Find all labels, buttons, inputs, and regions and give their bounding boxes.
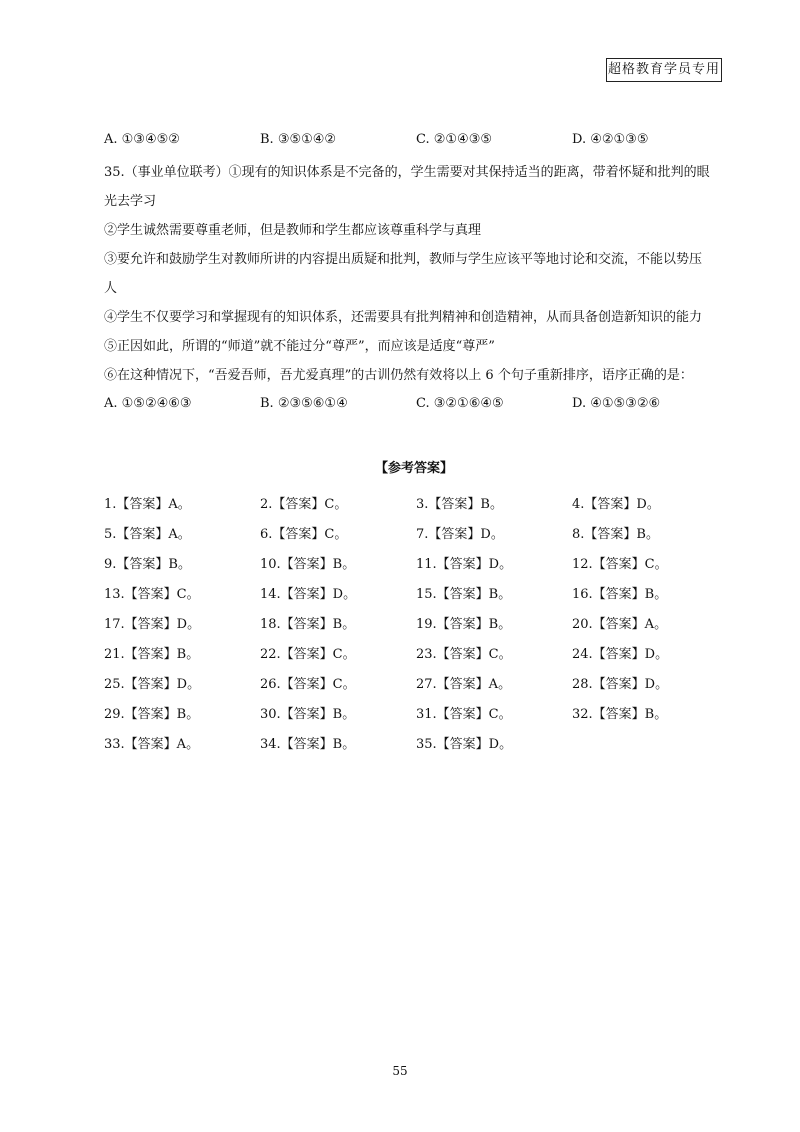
answer-item: 29.【答案】B。 [104,707,200,722]
q35-option-b: B. ②③⑤⑥①④ [260,396,348,411]
answers-title: 【参考答案】 [374,461,453,476]
q35-option-c: C. ③②①⑥④⑤ [416,396,504,411]
answer-item: 3.【答案】B。 [416,497,503,512]
answer-item: 1.【答案】A。 [104,497,191,512]
q35-sentence-3-line1: ③要允许和鼓励学生对教师所讲的内容提出质疑和批判，教师与学生应该平等地讨论和交流，不能以势压 [104,252,703,267]
answer-item: 17.【答案】D。 [104,617,201,632]
q34-option-c: C. ②①④③⑤ [416,132,493,147]
q34-option-b: B. ③⑤①④② [260,132,337,147]
answer-item: 6.【答案】C。 [260,527,348,542]
q35-sentence-4: ④学生不仅要学习和掌握现有的知识体系，还需要具有批判精神和创造精神，从而具备创造新知识的能力 [104,310,703,325]
answer-item: 32.【答案】B。 [572,707,668,722]
answer-item: 24.【答案】D。 [572,647,669,662]
q34-option-d: D. ④②①③⑤ [572,132,649,147]
q35-sentence-5: ⑤正因如此，所谓的“师道”就不能过分“尊严”，而应该是适度“尊严” [104,339,495,354]
answer-item: 16.【答案】B。 [572,587,668,602]
q35-sentence-3-line2: 人 [104,281,118,296]
answer-item: 31.【答案】C。 [416,707,512,722]
q35-title-line1: 35.（事业单位联考）①现有的知识体系是不完备的，学生需要对其保持适当的距离，带着怀疑和批判的眼 [104,165,710,180]
q35-options [104,390,724,418]
answer-item: 25.【答案】D。 [104,677,201,692]
answer-item: 13.【答案】C。 [104,587,200,602]
q35-option-a: A. ①⑤②④⑥③ [104,396,192,411]
answer-item: 26.【答案】C。 [260,677,356,692]
answer-item: 8.【答案】B。 [572,527,659,542]
document-body [104,126,724,760]
answer-item: 34.【答案】B。 [260,737,356,752]
answer-item: 7.【答案】D。 [416,527,504,542]
q35-sentence-2: ②学生诚然需要尊重老师，但是教师和学生都应该尊重科学与真理 [104,223,482,238]
answer-item: 22.【答案】C。 [260,647,356,662]
answer-item: 20.【答案】A。 [572,617,668,632]
answer-item: 27.【答案】A。 [416,677,512,692]
q35-title-line2: 光去学习 [104,194,157,209]
header-tag: 超格教育学员专用 [606,58,722,82]
answer-item: 10.【答案】B。 [260,557,356,572]
q34-option-a: A. ①③④⑤② [104,132,180,147]
answer-item: 28.【答案】D。 [572,677,669,692]
answer-item: 21.【答案】B。 [104,647,200,662]
answer-item: 19.【答案】B。 [416,617,512,632]
page-number: 55 [392,1064,408,1078]
answer-item: 2.【答案】C。 [260,497,348,512]
answer-item: 4.【答案】D。 [572,497,660,512]
answer-item: 18.【答案】B。 [260,617,356,632]
answer-item: 33.【答案】A。 [104,737,200,752]
answer-item: 14.【答案】D。 [260,587,357,602]
answer-item: 12.【答案】C。 [572,557,668,572]
answer-item: 5.【答案】A。 [104,527,191,542]
q35-option-d: D. ④①⑤③②⑥ [572,396,661,411]
answer-item: 9.【答案】B。 [104,557,191,572]
answer-item: 15.【答案】B。 [416,587,512,602]
q35-sentence-6: ⑥在这种情况下，“吾爱吾师，吾尤爱真理”的古训仍然有效将以上 6 个句子重新排序，语序正确的是： [104,368,693,383]
answer-item: 30.【答案】B。 [260,707,356,722]
q34-options [104,126,724,154]
answer-item: 23.【答案】C。 [416,647,512,662]
answer-item: 11.【答案】D。 [416,557,513,572]
answer-item: 35.【答案】D。 [416,737,513,752]
answers-grid [104,490,724,760]
